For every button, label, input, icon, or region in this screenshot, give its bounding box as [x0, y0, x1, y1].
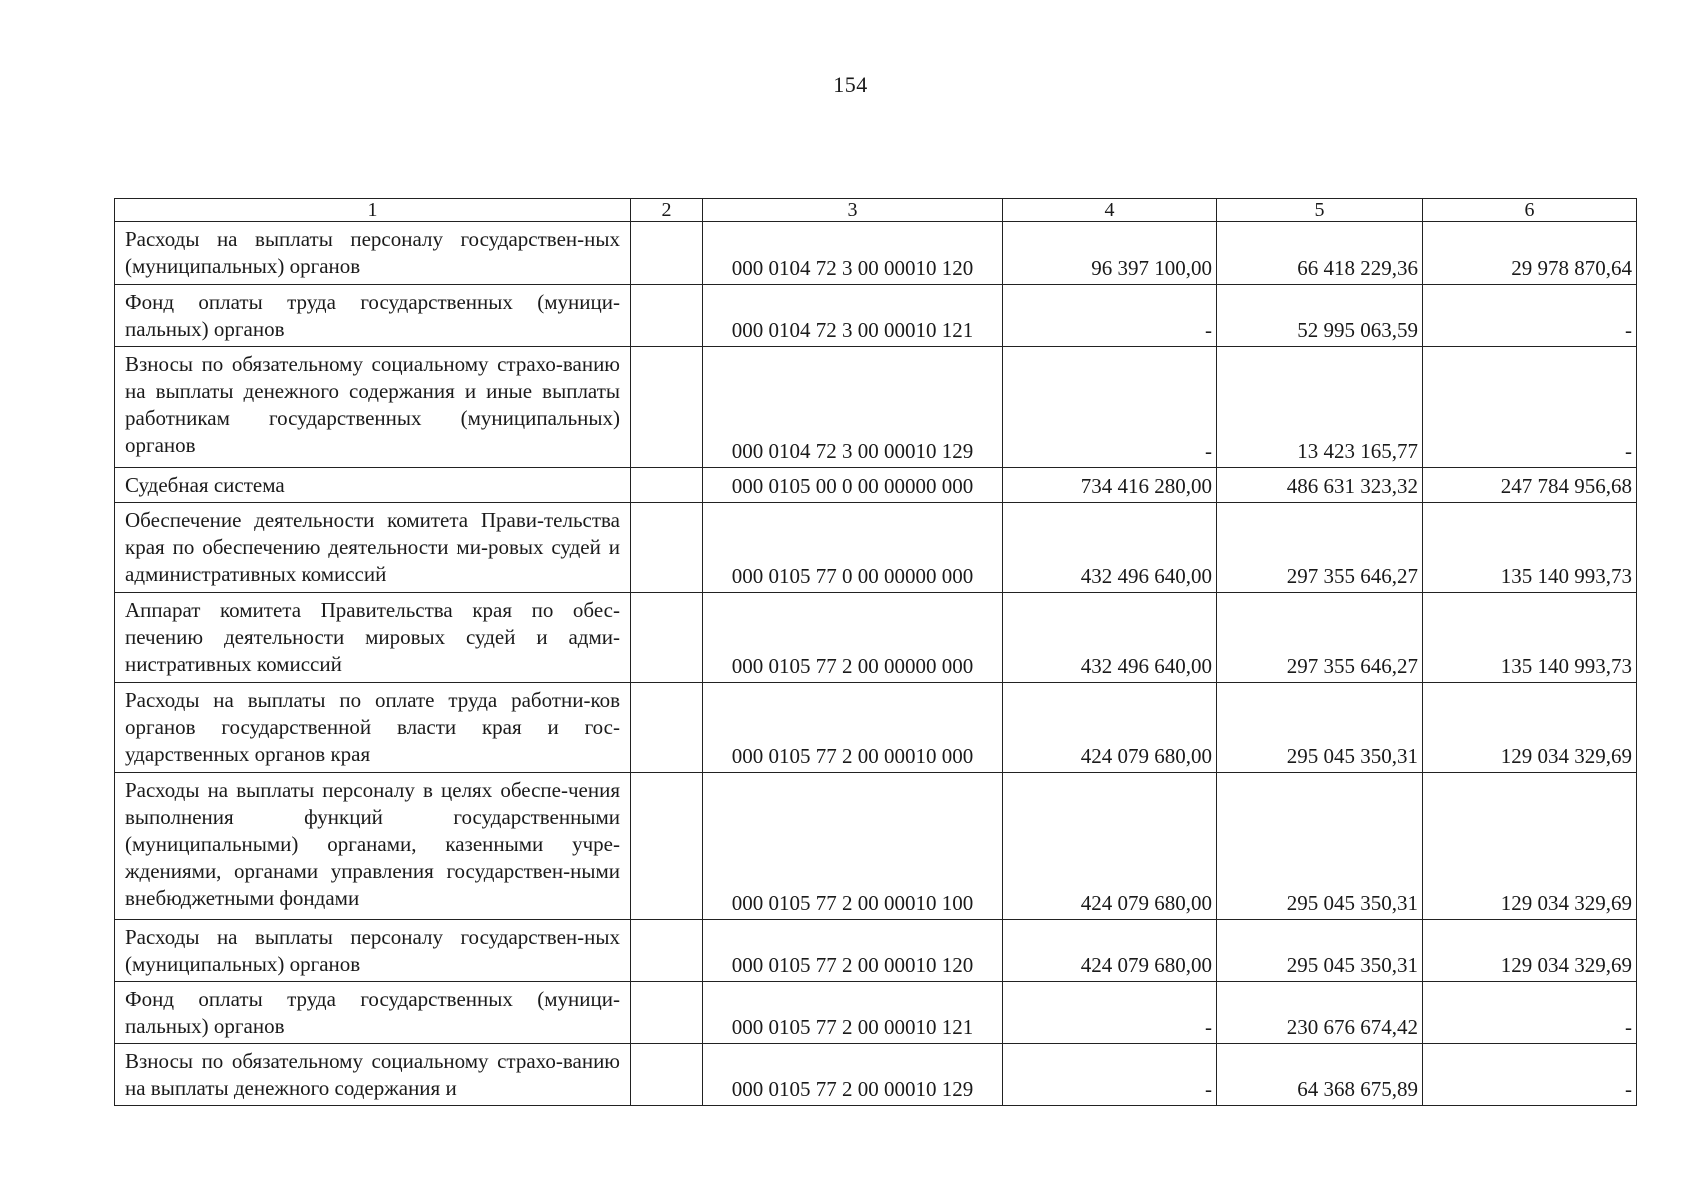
row-value-col5: 295 045 350,31 [1217, 773, 1423, 920]
row-value-col5: 297 355 646,27 [1217, 503, 1423, 593]
row-value-col6: 129 034 329,69 [1423, 773, 1637, 920]
row-budget-code: 000 0105 77 2 00 00010 129 [703, 1044, 1003, 1106]
column-number-header: 1 [115, 199, 631, 222]
row-name: Расходы на выплаты персоналу государствен-ных (муниципальных) органов [115, 222, 631, 285]
row-name: Фонд оплаты труда государственных (муници-пальных) органов [115, 285, 631, 347]
row-col2 [631, 347, 703, 468]
row-name: Фонд оплаты труда государственных (муници-пальных) органов [115, 982, 631, 1044]
row-value-col4: 424 079 680,00 [1003, 773, 1217, 920]
row-value-col6: - [1423, 1044, 1637, 1106]
row-name: Судебная система [115, 468, 631, 503]
column-number-header: 4 [1003, 199, 1217, 222]
table-row [115, 503, 1637, 593]
row-name: Взносы по обязательному социальному страхо-ванию на выплаты денежного содержания и иные выплаты работникам государственных (муниципальных) органов [115, 347, 631, 468]
row-value-col4: 96 397 100,00 [1003, 222, 1217, 285]
row-budget-code: 000 0104 72 3 00 00010 120 [703, 222, 1003, 285]
row-value-col4: - [1003, 347, 1217, 468]
row-value-col5: 295 045 350,31 [1217, 920, 1423, 982]
row-value-col4: 424 079 680,00 [1003, 683, 1217, 773]
row-col2 [631, 285, 703, 347]
column-number-header: 2 [631, 199, 703, 222]
table-row [115, 593, 1637, 683]
page-number: 154 [833, 72, 868, 97]
row-value-col6: - [1423, 982, 1637, 1044]
row-value-col6: 129 034 329,69 [1423, 683, 1637, 773]
column-number-row [115, 199, 1637, 222]
row-col2 [631, 920, 703, 982]
column-number-header: 5 [1217, 199, 1423, 222]
row-value-col6: 29 978 870,64 [1423, 222, 1637, 285]
table-row [115, 773, 1637, 920]
table-row [115, 683, 1637, 773]
row-name: Расходы на выплаты по оплате труда работни-ков органов государственной власти края и гос-ударственных органов края [115, 683, 631, 773]
row-value-col5: 64 368 675,89 [1217, 1044, 1423, 1106]
row-budget-code: 000 0104 72 3 00 00010 121 [703, 285, 1003, 347]
row-value-col4: 432 496 640,00 [1003, 593, 1217, 683]
table-row [115, 920, 1637, 982]
row-name: Расходы на выплаты персоналу в целях обеспе-чения выполнения функций государственными (муниципальными) органами, казенными учре-ждениями, органами управления государствен-ными внебюджетными фондами [115, 773, 631, 920]
row-name: Расходы на выплаты персоналу государствен-ных (муниципальных) органов [115, 920, 631, 982]
row-col2 [631, 468, 703, 503]
row-col2 [631, 222, 703, 285]
column-number-header: 3 [703, 199, 1003, 222]
table-row [115, 1044, 1637, 1106]
row-budget-code: 000 0105 77 0 00 00000 000 [703, 503, 1003, 593]
row-budget-code: 000 0105 00 0 00 00000 000 [703, 468, 1003, 503]
row-value-col6: 247 784 956,68 [1423, 468, 1637, 503]
row-value-col5: 297 355 646,27 [1217, 593, 1423, 683]
row-value-col4: - [1003, 285, 1217, 347]
row-value-col6: - [1423, 285, 1637, 347]
row-budget-code: 000 0105 77 2 00 00010 100 [703, 773, 1003, 920]
row-name: Взносы по обязательному социальному страхо-ванию на выплаты денежного содержания и [115, 1044, 631, 1106]
row-budget-code: 000 0105 77 2 00 00000 000 [703, 593, 1003, 683]
table-row [115, 347, 1637, 468]
row-value-col4: - [1003, 1044, 1217, 1106]
row-budget-code: 000 0104 72 3 00 00010 129 [703, 347, 1003, 468]
table-row [115, 468, 1637, 503]
row-value-col4: - [1003, 982, 1217, 1044]
row-value-col5: 13 423 165,77 [1217, 347, 1423, 468]
row-col2 [631, 1044, 703, 1106]
row-value-col4: 424 079 680,00 [1003, 920, 1217, 982]
row-value-col4: 432 496 640,00 [1003, 503, 1217, 593]
row-name: Аппарат комитета Правительства края по обес-печению деятельности мировых судей и адми-нистративных комиссий [115, 593, 631, 683]
table-row [115, 285, 1637, 347]
row-budget-code: 000 0105 77 2 00 00010 000 [703, 683, 1003, 773]
table-row [115, 982, 1637, 1044]
row-value-col5: 295 045 350,31 [1217, 683, 1423, 773]
row-value-col6: - [1423, 347, 1637, 468]
row-name: Обеспечение деятельности комитета Прави-тельства края по обеспечению деятельности ми-ровых судей и административных комиссий [115, 503, 631, 593]
row-col2 [631, 982, 703, 1044]
row-budget-code: 000 0105 77 2 00 00010 120 [703, 920, 1003, 982]
row-value-col4: 734 416 280,00 [1003, 468, 1217, 503]
table-row [115, 222, 1637, 285]
row-value-col5: 66 418 229,36 [1217, 222, 1423, 285]
row-value-col5: 486 631 323,32 [1217, 468, 1423, 503]
row-budget-code: 000 0105 77 2 00 00010 121 [703, 982, 1003, 1044]
row-col2 [631, 593, 703, 683]
row-col2 [631, 683, 703, 773]
row-col2 [631, 503, 703, 593]
row-col2 [631, 773, 703, 920]
row-value-col5: 230 676 674,42 [1217, 982, 1423, 1044]
row-value-col6: 135 140 993,73 [1423, 503, 1637, 593]
budget-execution-table [114, 198, 1637, 1106]
row-value-col6: 135 140 993,73 [1423, 593, 1637, 683]
row-value-col6: 129 034 329,69 [1423, 920, 1637, 982]
column-number-header: 6 [1423, 199, 1637, 222]
row-value-col5: 52 995 063,59 [1217, 285, 1423, 347]
